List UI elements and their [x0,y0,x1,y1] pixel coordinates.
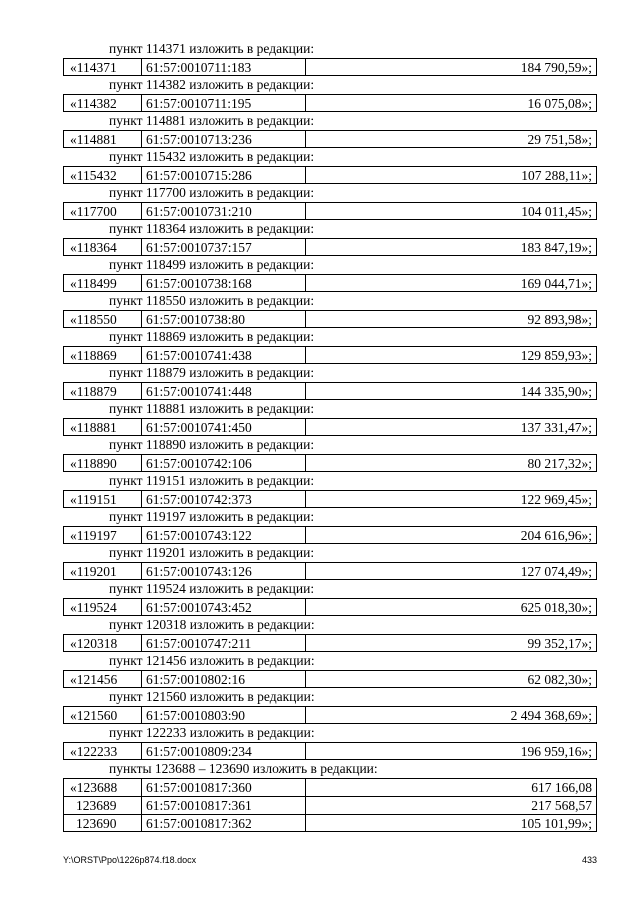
cadastral-number-cell: 61:57:0010802:16 [142,671,306,687]
amendment-instruction: пункт 114881 изложить в редакции: [109,113,315,128]
item-number-cell: «118881 [64,419,142,435]
amendment-instruction: пункт 119197 изложить в редакции: [109,509,315,524]
table-row [63,490,597,508]
item-number-cell: «118364 [64,239,142,255]
cadastral-number-cell: 61:57:0010715:286 [142,167,306,183]
value-cell: 105 101,99»; [520,816,592,831]
table-row [63,418,597,436]
cadastral-number-cell: 61:57:0010817:360 [142,779,306,796]
amendment-instruction: пункт 118364 изложить в редакции: [109,221,315,236]
table-row [63,562,597,580]
table-row [63,310,597,328]
amendment-instruction: пункт 117700 изложить в редакции: [109,185,315,200]
value-cell: 625 018,30»; [520,600,592,615]
value-cell: 99 352,17»; [527,636,592,651]
item-number-cell: «118879 [64,383,142,399]
cadastral-number-cell: 61:57:0010743:122 [142,527,306,543]
item-number-cell: «119201 [64,563,142,579]
amendment-instruction: пункт 115432 изложить в редакции: [109,149,315,164]
table-row [63,634,597,652]
item-number-cell: «118869 [64,347,142,363]
value-cell: 29 751,58»; [527,132,592,147]
cadastral-number-cell: 61:57:0010711:195 [142,95,306,111]
table-row [63,796,597,814]
cadastral-number-cell: 61:57:0010738:168 [142,275,306,291]
item-number-cell: «123688 [64,779,142,796]
cadastral-number-cell: 61:57:0010741:450 [142,419,306,435]
value-cell: 217 568,57 [531,798,592,813]
item-number-cell: 123689 [64,797,142,814]
table-row [63,130,597,148]
amendment-instruction: пункт 114382 изложить в редакции: [109,77,315,92]
amendment-instruction: пункт 118499 изложить в редакции: [109,257,315,272]
value-cell: 196 959,16»; [520,744,592,759]
item-number-cell: «119197 [64,527,142,543]
value-cell: 16 075,08»; [527,96,592,111]
amendment-instruction: пункты 123688 – 123690 изложить в редакции: [109,761,378,776]
value-cell: 144 335,90»; [520,384,592,399]
cadastral-number-cell: 61:57:0010738:80 [142,311,306,327]
cadastral-number-cell: 61:57:0010742:373 [142,491,306,507]
item-number-cell: «122233 [64,743,142,759]
item-number-cell: «120318 [64,635,142,651]
value-cell: 169 044,71»; [520,276,592,291]
item-number-cell: «119524 [64,599,142,615]
cadastral-number-cell: 61:57:0010731:210 [142,203,306,219]
value-cell: 2 494 368,69»; [510,708,592,723]
table-row [63,778,597,796]
amendment-instruction: пункт 118869 изложить в редакции: [109,329,315,344]
footer-file-path: Y:\ORST\Ppo\1226p874.f18.docx [63,855,197,865]
item-number-cell: «121456 [64,671,142,687]
amendment-instruction: пункт 114371 изложить в редакции: [109,41,315,56]
cadastral-number-cell: 61:57:0010741:448 [142,383,306,399]
amendment-instruction: пункт 122233 изложить в редакции: [109,725,315,740]
table-row [63,274,597,292]
table-row [63,238,597,256]
amendment-instruction: пункт 118550 изложить в редакции: [109,293,315,308]
item-number-cell: «118499 [64,275,142,291]
table-row [63,526,597,544]
table-row [63,742,597,760]
value-cell: 137 331,47»; [520,420,592,435]
amendment-instruction: пункт 118881 изложить в редакции: [109,401,315,416]
item-number-cell: 123690 [64,815,142,831]
value-cell: 183 847,19»; [520,240,592,255]
cadastral-number-cell: 61:57:0010713:236 [142,131,306,147]
item-number-cell: «114371 [64,59,142,75]
amendment-instruction: пункт 119151 изложить в редакции: [109,473,315,488]
table-row [63,706,597,724]
amendment-instruction: пункт 120318 изложить в редакции: [109,617,315,632]
cadastral-number-cell: 61:57:0010817:362 [142,815,306,831]
table-row [63,94,597,112]
amendment-instruction: пункт 119524 изложить в редакции: [109,581,315,596]
item-number-cell: «118890 [64,455,142,471]
cadastral-number-cell: 61:57:0010743:452 [142,599,306,615]
value-cell: 617 166,08 [531,780,592,795]
table-row [63,814,597,832]
value-cell: 184 790,59»; [520,60,592,75]
cadastral-number-cell: 61:57:0010809:234 [142,743,306,759]
item-number-cell: «114382 [64,95,142,111]
cadastral-number-cell: 61:57:0010737:157 [142,239,306,255]
item-number-cell: «119151 [64,491,142,507]
item-number-cell: «115432 [64,167,142,183]
cadastral-number-cell: 61:57:0010747:211 [142,635,306,651]
item-number-cell: «118550 [64,311,142,327]
cadastral-number-cell: 61:57:0010803:90 [142,707,306,723]
amendment-instruction: пункт 118879 изложить в редакции: [109,365,315,380]
table-row [63,382,597,400]
value-cell: 92 893,98»; [527,312,592,327]
value-cell: 127 074,49»; [520,564,592,579]
value-cell: 129 859,93»; [520,348,592,363]
document-body [63,40,597,832]
page-number: 433 [581,855,597,865]
item-number-cell: «117700 [64,203,142,219]
amendment-instruction: пункт 119201 изложить в редакции: [109,545,315,560]
table-row [63,598,597,616]
amendment-instruction: пункт 118890 изложить в редакции: [109,437,315,452]
table-row [63,454,597,472]
value-cell: 107 288,11»; [521,168,592,183]
value-cell: 104 011,45»; [521,204,592,219]
value-cell: 204 616,96»; [520,528,592,543]
value-cell: 122 969,45»; [520,492,592,507]
amendment-instruction: пункт 121456 изложить в редакции: [109,653,315,668]
item-number-cell: «114881 [64,131,142,147]
amendment-instruction: пункт 121560 изложить в редакции: [109,689,315,704]
value-cell: 80 217,32»; [527,456,592,471]
cadastral-number-cell: 61:57:0010817:361 [142,797,306,814]
cadastral-number-cell: 61:57:0010711:183 [142,59,306,75]
table-row [63,670,597,688]
cadastral-number-cell: 61:57:0010741:438 [142,347,306,363]
cadastral-number-cell: 61:57:0010742:106 [142,455,306,471]
table-row [63,166,597,184]
table-row [63,346,597,364]
value-cell: 62 082,30»; [527,672,592,687]
item-number-cell: «121560 [64,707,142,723]
table-row [63,202,597,220]
cadastral-number-cell: 61:57:0010743:126 [142,563,306,579]
table-row [63,58,597,76]
